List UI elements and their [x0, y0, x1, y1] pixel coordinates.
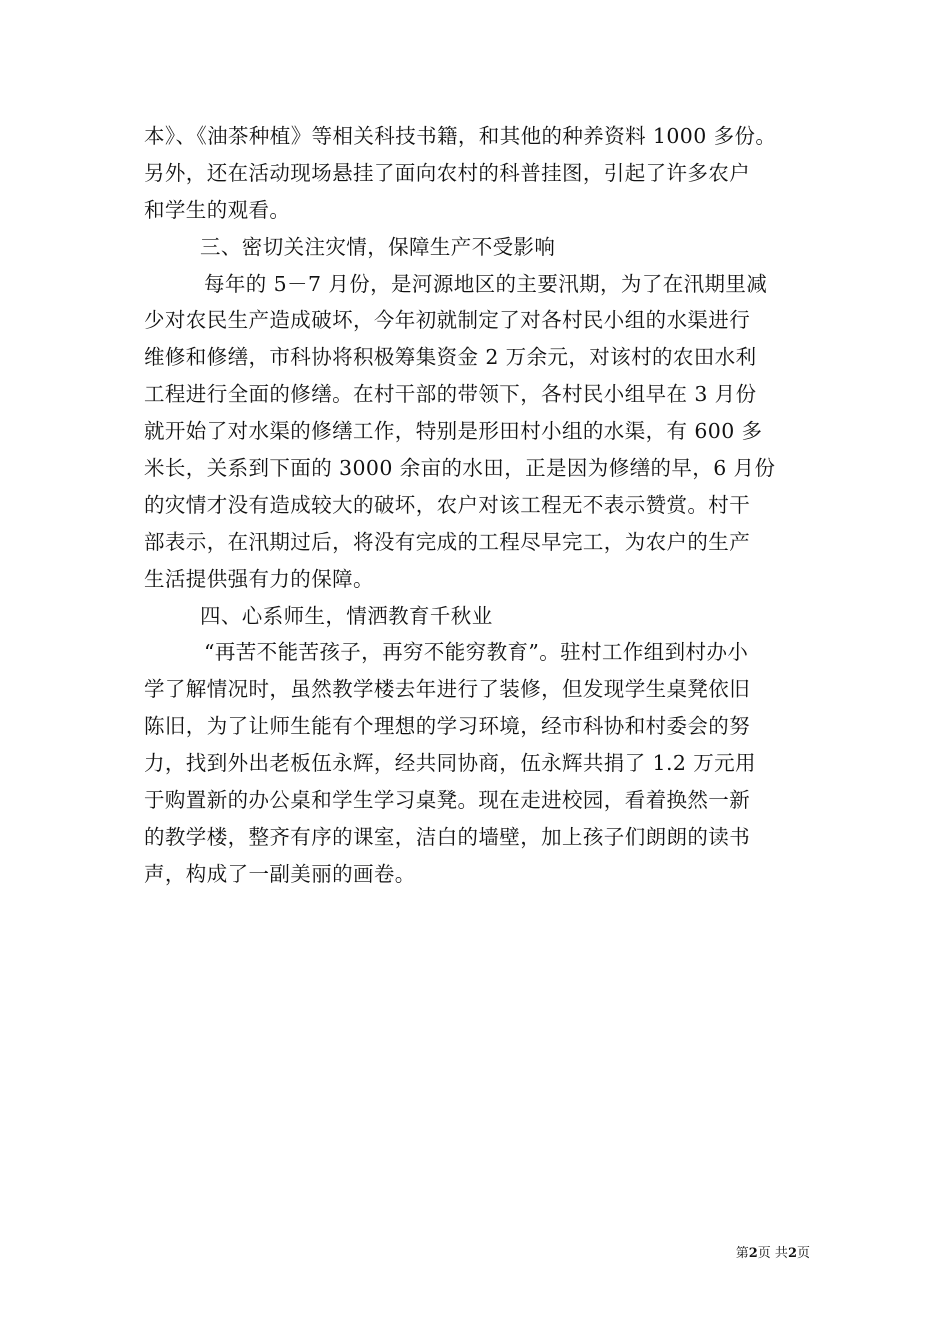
body-line: 的灾情才没有造成较大的破坏，农户对该工程无不表示赞赏。村干 — [144, 492, 751, 517]
body-line: 本》、《油茶种植》等相关科技书籍，和其他的种养资料 1000 多份。 — [144, 124, 777, 148]
body-line: 和学生的观看。 — [144, 197, 291, 222]
body-line: 米长，关系到下面的 3000 余亩的水田，正是因为修缮的早，6 月份 — [144, 456, 776, 481]
body-line: 生活提供强有力的保障。 — [144, 566, 374, 591]
body-line: 声，构成了一副美丽的画卷。 — [144, 861, 416, 886]
current-page-number: 2 — [748, 1246, 758, 1261]
document-body — [144, 118, 808, 893]
body-line: 力，找到外出老板伍永辉，经共同协商，伍永辉共捐了 1.2 万元用 — [144, 751, 756, 776]
section-heading-4: 四、心系师生，情洒教育千秋业 — [200, 603, 493, 628]
body-line: 另外，还在活动现场悬挂了面向农村的科普挂图，引起了许多农户 — [144, 160, 751, 185]
body-line: 部表示，在汛期过后，将没有完成的工程尽早完工，为农户的生产 — [144, 529, 751, 554]
body-line: “再苦不能苦孩子，再穷不能穷教育”。驻村工作组到村办小 — [204, 640, 749, 665]
body-line: 的教学楼，整齐有序的课室，洁白的墙壁，加上孩子们朗朗的读书 — [144, 824, 751, 849]
body-line: 工程进行全面的修缮。在村干部的带领下，各村民小组早在 3 月份 — [144, 382, 757, 407]
body-line: 维修和修缮，市科协将积极筹集资金 2 万余元，对该村的农田水利 — [144, 345, 757, 370]
page-number-footer — [680, 1245, 810, 1263]
body-line: 于购置新的办公桌和学生学习桌凳。现在走进校园，看着换然一新 — [144, 788, 751, 813]
footer-middle: 页 共 — [757, 1246, 788, 1261]
total-page-number: 2 — [787, 1246, 797, 1261]
footer-suffix: 页 — [796, 1246, 810, 1261]
body-line: 就开始了对水渠的修缮工作，特别是形田村小组的水渠，有 600 多 — [144, 419, 763, 444]
section-heading-3: 三、密切关注灾情，保障生产不受影响 — [200, 234, 556, 259]
footer-prefix: 第 — [735, 1246, 749, 1261]
body-line: 每年的 5－7 月份，是河源地区的主要汛期，为了在汛期里减 — [204, 271, 768, 296]
body-line: 学了解情况时，虽然教学楼去年进行了装修，但发现学生桌凳依旧 — [144, 677, 751, 702]
body-line: 少对农民生产造成破坏，今年初就制定了对各村民小组的水渠进行 — [144, 308, 751, 333]
body-line: 陈旧，为了让师生能有个理想的学习环境，经市科协和村委会的努 — [144, 714, 751, 739]
